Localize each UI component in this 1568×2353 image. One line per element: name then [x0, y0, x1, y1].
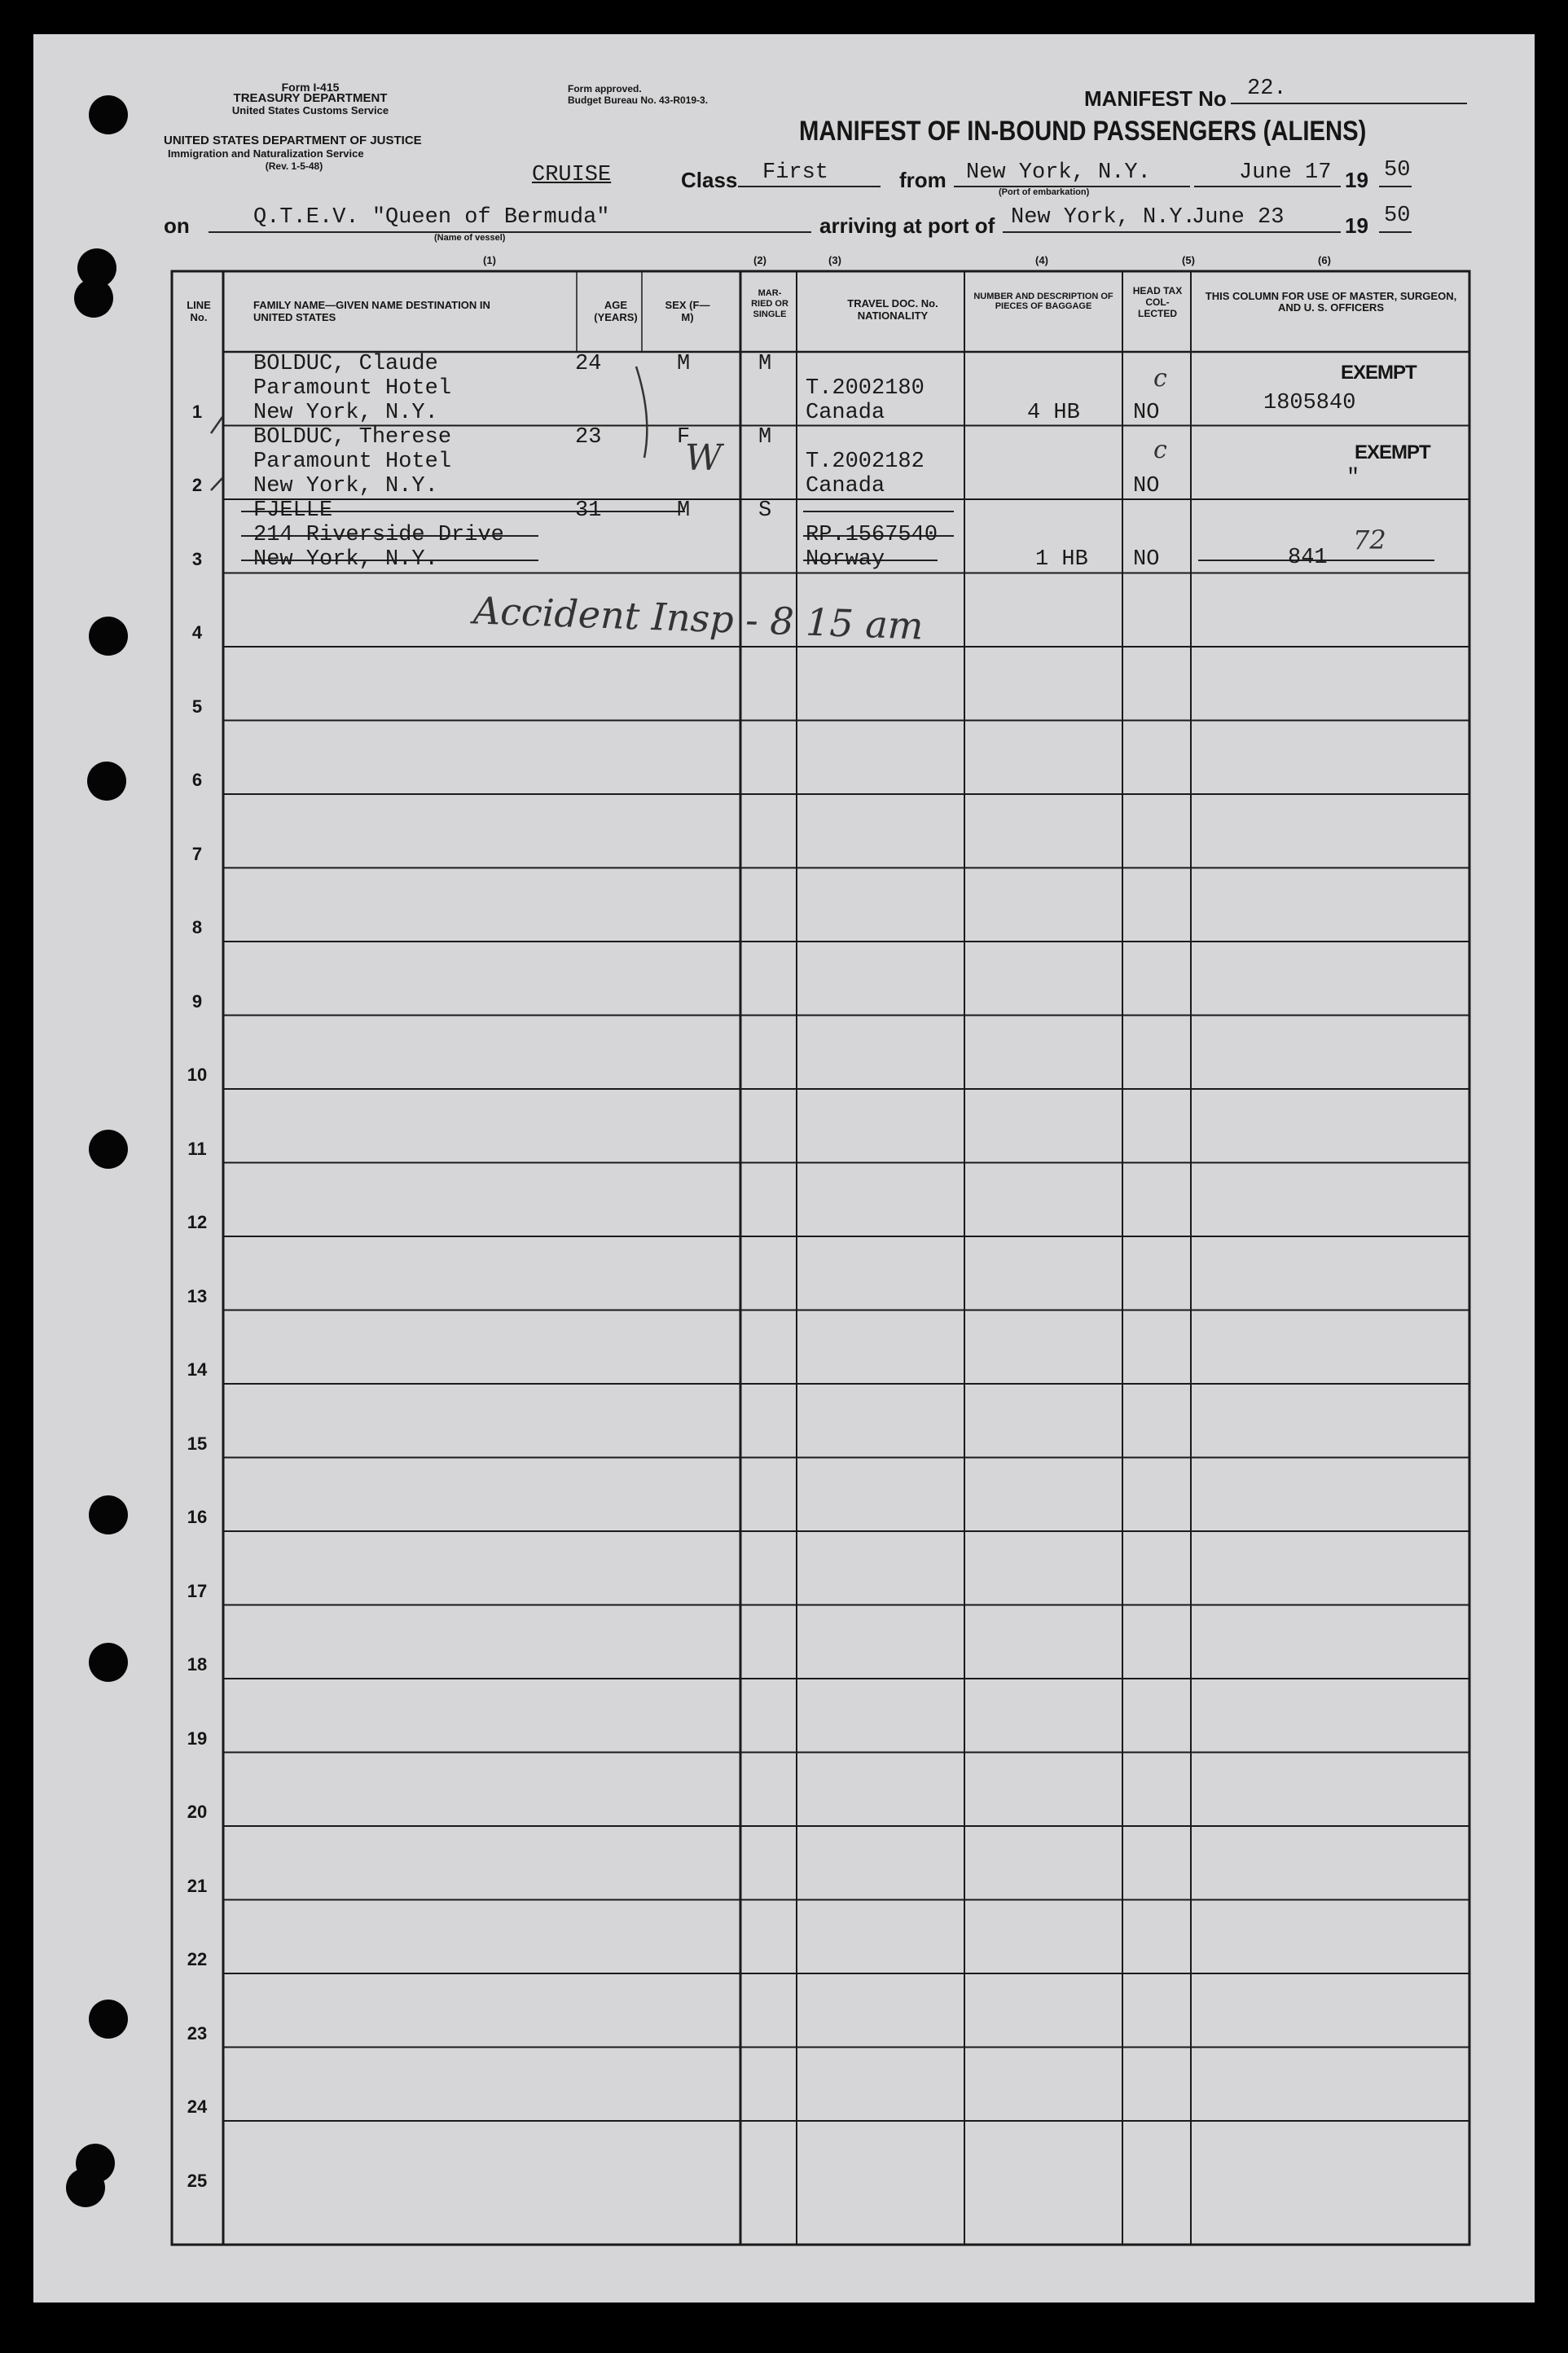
col-travel-doc: TRAVEL DOC. No. NATIONALITY [847, 297, 938, 322]
passenger-age: 31 [575, 498, 602, 523]
class-value: First [762, 160, 829, 185]
immigration-service: Immigration and Naturalization Service [168, 147, 364, 160]
passenger-city: New York, N.Y. [253, 474, 438, 498]
col-baggage: NUMBER AND DESCRIPTION OF PIECES OF BAGGAGE [973, 292, 1113, 311]
passenger-address: 214 Riverside Drive [253, 523, 504, 547]
col-num-2: (2) [753, 254, 766, 266]
treasury-dept: TREASURY DEPARTMENT [233, 91, 388, 105]
line-number: 22 [187, 1949, 208, 1969]
handwritten-initial: W [685, 437, 723, 479]
port-caption: (Port of embarkation) [999, 187, 1090, 197]
from-label: from [899, 168, 947, 192]
vessel-caption: (Name of vessel) [434, 233, 506, 243]
passenger-marital: M [758, 425, 772, 450]
line-number: 12 [187, 1212, 208, 1232]
passenger-sex: M [677, 352, 691, 376]
line-number: 13 [187, 1285, 208, 1306]
line-number: 18 [187, 1654, 208, 1675]
form-approved: Form approved. [568, 83, 642, 94]
line-number: 9 [191, 990, 203, 1012]
col-num-3: (3) [828, 254, 841, 266]
passenger-age: 23 [575, 425, 602, 450]
manifest-title: MANIFEST OF IN-BOUND PASSENGERS (ALIENS) [799, 116, 1367, 147]
exempt-stamp: EXEMPT [1355, 441, 1430, 463]
depart-year-prefix: 19 [1345, 168, 1368, 192]
form-number: Form I-415 [281, 81, 340, 94]
handwritten-note: Accident Insp - 8 15 am [472, 588, 925, 648]
line-number: 5 [191, 696, 203, 717]
line-number: 15 [187, 1433, 208, 1454]
col-num-5: (5) [1182, 254, 1195, 266]
tax-mark: c [1153, 364, 1167, 393]
passenger-sex: F [677, 425, 691, 450]
manifest-no-label: MANIFEST No [1084, 86, 1227, 111]
line-number: 3 [191, 548, 203, 569]
arrive-year: 50 [1384, 204, 1411, 228]
passenger-marital: M [758, 352, 772, 376]
line-number: 11 [187, 1138, 207, 1159]
line-number: 1 [191, 401, 203, 422]
from-value: New York, N.Y. [966, 160, 1151, 185]
customs-service: United States Customs Service [231, 104, 389, 116]
arrival-port: New York, N.Y. [1011, 205, 1196, 230]
col-num-6: (6) [1318, 254, 1331, 266]
passenger-tax: NO [1133, 547, 1160, 572]
budget-bureau: Budget Bureau No. 43-R019-3. [568, 94, 709, 106]
officer-note: 72 [1353, 525, 1386, 555]
line-number: 2 [191, 475, 203, 495]
class-label: Class [681, 168, 738, 192]
col-head-tax: HEAD TAX COL- LECTED [1132, 285, 1183, 319]
passenger-tax: NO [1133, 474, 1160, 498]
line-number: 10 [187, 1065, 208, 1085]
passenger-baggage: 4 HB [1027, 401, 1080, 425]
passenger-nationality: Canada [806, 401, 885, 425]
revision: (Rev. 1-5-48) [265, 160, 323, 172]
col-line-no: LINE No. [187, 299, 211, 323]
officer-number: 841 [1288, 546, 1328, 570]
justice-dept: UNITED STATES DEPARTMENT OF JUSTICE [164, 134, 422, 147]
passenger-doc: T.2002180 [806, 376, 925, 401]
passenger-city: New York, N.Y. [253, 401, 438, 425]
col-name: FAMILY NAME—GIVEN NAME DESTINATION IN UNITED STATES [253, 299, 490, 323]
col-num-1: (1) [483, 254, 496, 266]
tax-mark: c [1153, 436, 1167, 464]
passenger-name: BOLDUC, Claude [253, 352, 438, 376]
depart-year: 50 [1384, 158, 1411, 182]
line-number: 19 [187, 1727, 208, 1749]
line-number: 6 [191, 770, 203, 790]
passenger-doc: T.2002182 [806, 450, 925, 474]
col-married: MAR- RIED OR SINGLE [751, 288, 788, 319]
line-number: 4 [191, 622, 203, 643]
passenger-address: Paramount Hotel [253, 450, 452, 474]
officer-number: " [1346, 466, 1360, 490]
line-number: 7 [191, 843, 203, 864]
officer-number: 1805840 [1263, 391, 1356, 415]
line-number: 16 [187, 1507, 208, 1527]
line-number: 24 [187, 2096, 208, 2117]
passenger-sex: M [677, 498, 691, 523]
passenger-tax: NO [1133, 401, 1160, 425]
col-sex: SEX (F—M) [665, 299, 710, 323]
manifest-no-value: 22. [1247, 77, 1287, 101]
col-age: AGE (YEARS) [594, 299, 638, 323]
line-number: 20 [187, 1802, 208, 1822]
col-officers: THIS COLUMN FOR USE OF MASTER, SURGEON, AND U. S. OFFICERS [1205, 290, 1457, 314]
arriving-label: arriving at port of [819, 213, 995, 238]
exempt-stamp: EXEMPT [1341, 362, 1416, 384]
passenger-baggage: 1 HB [1035, 547, 1088, 572]
arrive-year-prefix: 19 [1345, 213, 1368, 238]
depart-date: June 17 [1239, 160, 1332, 185]
passenger-marital: S [758, 498, 772, 523]
vessel-name: Q.T.E.V. "Queen of Bermuda" [253, 205, 610, 230]
passenger-age: 24 [575, 352, 602, 376]
line-number: 23 [187, 2022, 208, 2044]
line-number: 21 [187, 1875, 208, 1896]
passenger-name: FJELLE [253, 498, 333, 523]
col-num-4: (4) [1035, 254, 1048, 266]
line-number: 17 [187, 1580, 208, 1601]
line-number: 25 [187, 2170, 208, 2191]
line-number: 14 [187, 1359, 208, 1380]
passenger-nationality: Canada [806, 474, 885, 498]
passenger-nationality: Norway [806, 547, 885, 572]
passenger-name: BOLDUC, Therese [253, 425, 452, 450]
passenger-address: Paramount Hotel [253, 376, 452, 401]
cruise-label: CRUISE [532, 163, 612, 187]
line-number: 8 [191, 917, 203, 937]
arrival-date: June 23 [1192, 205, 1285, 230]
on-label: on [164, 213, 190, 238]
passenger-doc: RP.1567540 [806, 523, 938, 547]
manifest-sheet [33, 34, 1535, 2303]
passenger-city: New York, N.Y. [253, 547, 438, 572]
